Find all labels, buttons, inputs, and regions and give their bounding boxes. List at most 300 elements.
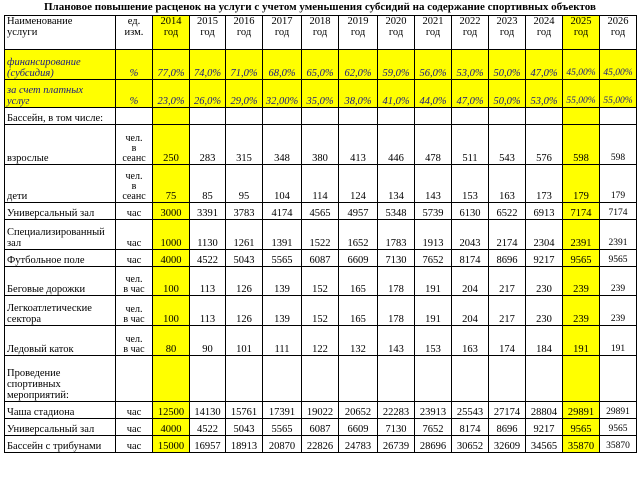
value-cell (339, 108, 378, 125)
value-cell: 4174 (263, 203, 302, 220)
value-cell: 6130 (452, 203, 489, 220)
cell-text: в час (123, 344, 145, 355)
value-cell: 100 (153, 267, 190, 296)
table-row (5, 220, 637, 250)
value-cell: 6087 (302, 419, 339, 436)
value-cell: 45,00% (563, 50, 600, 80)
cell-text: Наименование (7, 16, 73, 27)
value-cell: 44,0% (415, 80, 452, 108)
value-cell: 28696 (415, 436, 452, 453)
value-cell (153, 108, 190, 125)
value-cell (489, 356, 526, 402)
value-cell: 7652 (415, 419, 452, 436)
table-row (5, 80, 637, 108)
row-name (5, 50, 116, 80)
cell-text: чел. (125, 171, 143, 182)
value-cell: 4000 (153, 250, 190, 267)
value-cell: 6913 (526, 203, 563, 220)
value-cell: 8174 (452, 419, 489, 436)
row-name (5, 250, 116, 267)
header-year (226, 16, 263, 50)
row-unit (116, 80, 153, 108)
row-unit (116, 165, 153, 203)
value-cell: 139 (263, 267, 302, 296)
cell-text: 2024 (533, 16, 555, 27)
header-year (489, 16, 526, 50)
value-cell: 1913 (415, 220, 452, 250)
value-cell: 1391 (263, 220, 302, 250)
cell-text: в (131, 181, 137, 192)
table-row (5, 267, 637, 296)
value-cell: 32609 (489, 436, 526, 453)
value-cell: 239 (600, 267, 637, 296)
cell-text: (субсидия) (7, 68, 54, 79)
value-cell: 250 (153, 125, 190, 165)
table-row (5, 326, 637, 356)
value-cell: 1261 (226, 220, 263, 250)
value-cell: 27174 (489, 402, 526, 419)
value-cell (452, 108, 489, 125)
value-cell: 124 (339, 165, 378, 203)
value-cell: 23913 (415, 402, 452, 419)
value-cell: 45,00% (600, 50, 637, 80)
value-cell (452, 356, 489, 402)
header-year (526, 16, 563, 50)
value-cell: 9565 (563, 419, 600, 436)
value-cell: 9217 (526, 419, 563, 436)
table-row (5, 402, 637, 419)
header-year (563, 16, 600, 50)
cell-text: мероприятий: (7, 390, 69, 401)
value-cell: 15000 (153, 436, 190, 453)
value-cell: 20652 (339, 402, 378, 419)
cell-text: год (350, 27, 366, 38)
row-name (5, 267, 116, 296)
table-row (5, 165, 637, 203)
value-cell: 239 (563, 267, 600, 296)
value-cell (415, 108, 452, 125)
cell-text: час (126, 238, 142, 249)
value-cell: 204 (452, 267, 489, 296)
value-cell: 7174 (600, 203, 637, 220)
value-cell: 100 (153, 296, 190, 326)
cell-text: 2022 (459, 16, 481, 27)
value-cell: 8696 (489, 250, 526, 267)
value-cell: 30652 (452, 436, 489, 453)
value-cell: 179 (563, 165, 600, 203)
value-cell: 104 (263, 165, 302, 203)
cell-text: год (610, 27, 626, 38)
value-cell: 15761 (226, 402, 263, 419)
value-cell: 132 (339, 326, 378, 356)
value-cell: 122 (302, 326, 339, 356)
header-year (378, 16, 415, 50)
cell-text: за счет платных (7, 85, 84, 96)
cell-text: 2014 (160, 16, 182, 27)
row-name (5, 125, 116, 165)
row-name (5, 80, 116, 108)
value-cell: 2391 (600, 220, 637, 250)
value-cell: 143 (378, 326, 415, 356)
value-cell: 9565 (600, 250, 637, 267)
header-service (5, 16, 116, 50)
cell-text: 2026 (607, 16, 629, 27)
cell-text: Бассейн, в том числе: (7, 113, 104, 124)
value-cell (378, 356, 415, 402)
cell-text: Универсальный зал (7, 424, 95, 435)
value-cell: 4957 (339, 203, 378, 220)
value-cell: 598 (600, 125, 637, 165)
cell-text: взрослые (7, 153, 49, 164)
row-unit (116, 220, 153, 250)
value-cell: 95 (226, 165, 263, 203)
value-cell: 2174 (489, 220, 526, 250)
cell-text: год (274, 27, 290, 38)
cell-text: Бассейн с трибунами (7, 441, 102, 452)
value-cell (489, 108, 526, 125)
table-row (5, 125, 637, 165)
header-year (600, 16, 637, 50)
value-cell: 217 (489, 296, 526, 326)
row-unit (116, 296, 153, 326)
value-cell: 7652 (415, 250, 452, 267)
table-row (5, 203, 637, 220)
table-row (5, 436, 637, 453)
cell-text: % (129, 96, 139, 107)
value-cell: 239 (600, 296, 637, 326)
value-cell: 4522 (190, 419, 226, 436)
row-unit (116, 267, 153, 296)
cell-text: 2023 (496, 16, 518, 27)
value-cell (190, 356, 226, 402)
value-cell: 113 (190, 267, 226, 296)
value-cell: 35,0% (302, 80, 339, 108)
value-cell: 23,0% (153, 80, 190, 108)
value-cell: 191 (563, 326, 600, 356)
cell-text: год (499, 27, 515, 38)
value-cell: 5043 (226, 250, 263, 267)
value-cell: 32,00% (263, 80, 302, 108)
value-cell: 511 (452, 125, 489, 165)
cell-text: спортивных (7, 379, 61, 390)
cell-text: ед. (127, 16, 141, 27)
cell-text: в час (123, 284, 145, 295)
value-cell: 2304 (526, 220, 563, 250)
value-cell: 18913 (226, 436, 263, 453)
cell-text: Легкоатлетические (7, 303, 92, 314)
cell-text: чел. (125, 274, 143, 285)
cell-text: год (163, 27, 179, 38)
cell-text: 2021 (422, 16, 444, 27)
table-row (5, 419, 637, 436)
value-cell: 3391 (190, 203, 226, 220)
value-cell: 9217 (526, 250, 563, 267)
value-cell: 153 (415, 326, 452, 356)
value-cell: 55,00% (600, 80, 637, 108)
value-cell: 184 (526, 326, 563, 356)
row-unit (116, 326, 153, 356)
cell-text: год (236, 27, 252, 38)
value-cell (600, 356, 637, 402)
cell-text: год (536, 27, 552, 38)
cell-text: сектора (7, 314, 42, 325)
row-name (5, 108, 116, 125)
row-name (5, 220, 116, 250)
cell-text: год (388, 27, 404, 38)
value-cell: 165 (339, 296, 378, 326)
cell-text: зал (7, 238, 22, 249)
header-year (190, 16, 226, 50)
value-cell (302, 356, 339, 402)
value-cell: 239 (563, 296, 600, 326)
value-cell: 68,0% (263, 50, 302, 80)
cell-text: Ледовый каток (7, 344, 74, 355)
value-cell (563, 356, 600, 402)
value-cell: 35870 (600, 436, 637, 453)
value-cell: 2391 (563, 220, 600, 250)
value-cell: 62,0% (339, 50, 378, 80)
value-cell: 26,0% (190, 80, 226, 108)
table-body (5, 16, 637, 453)
header-year (452, 16, 489, 50)
value-cell (526, 108, 563, 125)
value-cell: 85 (190, 165, 226, 203)
value-cell (563, 108, 600, 125)
value-cell: 16957 (190, 436, 226, 453)
row-name (5, 356, 116, 402)
row-name (5, 203, 116, 220)
value-cell: 1522 (302, 220, 339, 250)
value-cell: 1130 (190, 220, 226, 250)
table-row (5, 296, 637, 326)
value-cell: 283 (190, 125, 226, 165)
cell-text: изм. (124, 27, 144, 38)
value-cell: 5348 (378, 203, 415, 220)
value-cell: 9565 (600, 419, 637, 436)
value-cell: 71,0% (226, 50, 263, 80)
value-cell: 1783 (378, 220, 415, 250)
row-unit (116, 250, 153, 267)
row-name (5, 436, 116, 453)
value-cell: 35870 (563, 436, 600, 453)
value-cell: 101 (226, 326, 263, 356)
value-cell: 191 (415, 296, 452, 326)
value-cell: 29891 (600, 402, 637, 419)
value-cell: 178 (378, 296, 415, 326)
value-cell: 478 (415, 125, 452, 165)
cell-text: Проведение (7, 368, 61, 379)
cell-text: час (126, 407, 142, 418)
cell-text: дети (7, 191, 28, 202)
cell-text: услуги (7, 27, 38, 38)
value-cell: 14130 (190, 402, 226, 419)
cell-text: сеанс (122, 191, 146, 202)
value-cell: 6522 (489, 203, 526, 220)
table-title: Плановое повышение расценок на услуги с учетом уменьшения субсидий на содержание спортивных объектов (44, 1, 596, 13)
value-cell: 53,0% (452, 50, 489, 80)
cell-text: сеанс (122, 153, 146, 164)
cell-text: в час (123, 314, 145, 325)
value-cell: 5565 (263, 250, 302, 267)
tariff-table (4, 15, 637, 453)
cell-text: 2020 (385, 16, 407, 27)
value-cell: 152 (302, 267, 339, 296)
value-cell (226, 108, 263, 125)
cell-text: год (425, 27, 441, 38)
value-cell: 8696 (489, 419, 526, 436)
cell-text: час (126, 208, 142, 219)
cell-text: 2016 (233, 16, 255, 27)
header-unit (116, 16, 153, 50)
value-cell: 47,0% (452, 80, 489, 108)
cell-text: год (573, 27, 589, 38)
header-year (415, 16, 452, 50)
value-cell: 3000 (153, 203, 190, 220)
value-cell: 47,0% (526, 50, 563, 80)
value-cell: 4522 (190, 250, 226, 267)
value-cell: 191 (415, 267, 452, 296)
value-cell: 2043 (452, 220, 489, 250)
header-year (339, 16, 378, 50)
value-cell: 74,0% (190, 50, 226, 80)
table-row (5, 250, 637, 267)
cell-text: финансирование (7, 57, 81, 68)
value-cell (302, 108, 339, 125)
cell-text: чел. (125, 304, 143, 315)
header-year (263, 16, 302, 50)
value-cell: 7130 (378, 419, 415, 436)
cell-text: Универсальный зал (7, 208, 95, 219)
value-cell: 134 (378, 165, 415, 203)
value-cell: 113 (190, 296, 226, 326)
value-cell: 29,0% (226, 80, 263, 108)
table-row (5, 356, 637, 402)
value-cell: 179 (600, 165, 637, 203)
value-cell (190, 108, 226, 125)
cell-text: Беговые дорожки (7, 284, 86, 295)
value-cell: 126 (226, 267, 263, 296)
value-cell: 126 (226, 296, 263, 326)
value-cell (600, 108, 637, 125)
cell-text: Специализированный (7, 227, 105, 238)
value-cell: 25543 (452, 402, 489, 419)
value-cell: 6087 (302, 250, 339, 267)
header-year (153, 16, 190, 50)
value-cell: 114 (302, 165, 339, 203)
cell-text: час (126, 255, 142, 266)
cell-text: 2025 (570, 16, 592, 27)
cell-text: час (126, 441, 142, 452)
value-cell: 75 (153, 165, 190, 203)
value-cell: 8174 (452, 250, 489, 267)
value-cell: 152 (302, 296, 339, 326)
cell-text: Футбольное поле (7, 255, 85, 266)
value-cell: 9565 (563, 250, 600, 267)
value-cell: 1652 (339, 220, 378, 250)
cell-text: год (312, 27, 328, 38)
row-unit (116, 402, 153, 419)
header-year (302, 16, 339, 50)
value-cell (263, 108, 302, 125)
value-cell: 163 (489, 165, 526, 203)
value-cell: 65,0% (302, 50, 339, 80)
value-cell: 4000 (153, 419, 190, 436)
value-cell: 24783 (339, 436, 378, 453)
value-cell: 7130 (378, 250, 415, 267)
value-cell: 413 (339, 125, 378, 165)
value-cell: 348 (263, 125, 302, 165)
value-cell: 174 (489, 326, 526, 356)
value-cell: 111 (263, 326, 302, 356)
value-cell: 80 (153, 326, 190, 356)
value-cell: 38,0% (339, 80, 378, 108)
value-cell: 230 (526, 296, 563, 326)
row-unit (116, 203, 153, 220)
row-name (5, 419, 116, 436)
cell-text: услуг (7, 96, 30, 107)
value-cell: 22283 (378, 402, 415, 419)
value-cell: 6609 (339, 419, 378, 436)
cell-text: 2018 (309, 16, 331, 27)
value-cell: 153 (452, 165, 489, 203)
value-cell: 139 (263, 296, 302, 326)
value-cell (153, 356, 190, 402)
value-cell: 6609 (339, 250, 378, 267)
value-cell: 20870 (263, 436, 302, 453)
value-cell: 191 (600, 326, 637, 356)
value-cell: 50,0% (489, 50, 526, 80)
value-cell: 446 (378, 125, 415, 165)
value-cell: 204 (452, 296, 489, 326)
value-cell: 7174 (563, 203, 600, 220)
cell-text: % (129, 68, 139, 79)
value-cell: 598 (563, 125, 600, 165)
value-cell: 50,0% (489, 80, 526, 108)
value-cell: 41,0% (378, 80, 415, 108)
value-cell (226, 356, 263, 402)
value-cell: 34565 (526, 436, 563, 453)
cell-text: час (126, 424, 142, 435)
value-cell: 59,0% (378, 50, 415, 80)
value-cell: 163 (452, 326, 489, 356)
value-cell: 576 (526, 125, 563, 165)
value-cell: 3783 (226, 203, 263, 220)
value-cell: 165 (339, 267, 378, 296)
cell-text: 2015 (197, 16, 218, 27)
value-cell: 230 (526, 267, 563, 296)
value-cell: 22826 (302, 436, 339, 453)
value-cell: 12500 (153, 402, 190, 419)
row-unit (116, 356, 153, 402)
cell-text: 2017 (271, 16, 293, 27)
value-cell: 217 (489, 267, 526, 296)
value-cell: 17391 (263, 402, 302, 419)
value-cell: 5739 (415, 203, 452, 220)
value-cell (526, 356, 563, 402)
value-cell: 53,0% (526, 80, 563, 108)
value-cell: 90 (190, 326, 226, 356)
value-cell: 315 (226, 125, 263, 165)
cell-text: год (462, 27, 478, 38)
row-unit (116, 436, 153, 453)
value-cell: 4565 (302, 203, 339, 220)
value-cell: 77,0% (153, 50, 190, 80)
row-unit (116, 419, 153, 436)
value-cell: 19022 (302, 402, 339, 419)
value-cell: 5043 (226, 419, 263, 436)
value-cell: 5565 (263, 419, 302, 436)
value-cell: 173 (526, 165, 563, 203)
